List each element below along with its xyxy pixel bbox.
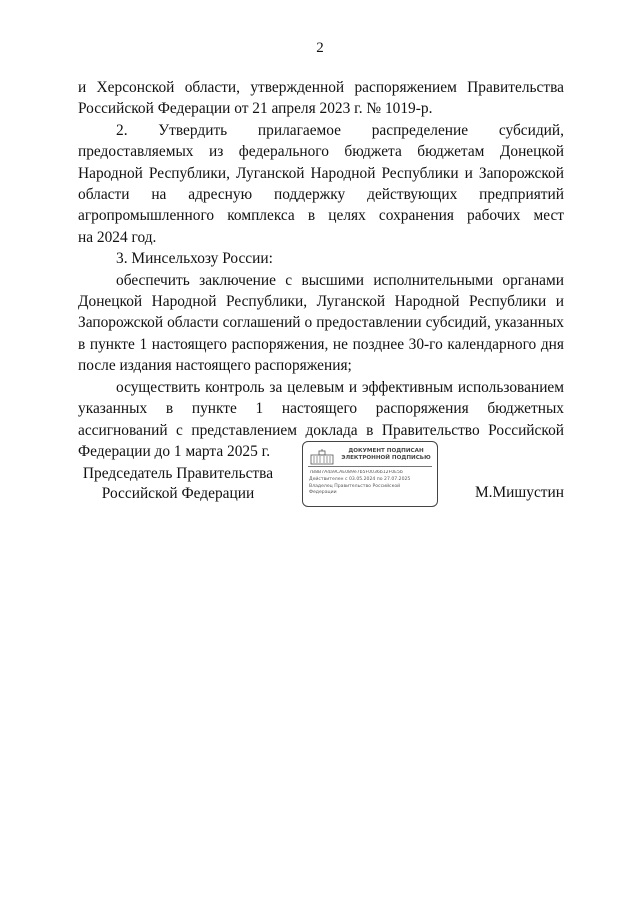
paragraph-subitem-conclude-agreements: обеспечить заключение с высшими исполнительными органами Донецкой Народной Республики, Луганской Народной Республики и Запорожской области соглашений о предоставлении субсидий, указанных в пункте 1 настоящего распоряжения, не позднее 30-го календарного дня после издания настоящего распоряжения; [78,271,564,375]
paragraph-item-3: 3. Минсельхозу России: [116,250,273,268]
paragraph-subitem-control: осуществить контроль за целевым и эффективным использованием указанных в пункте 1 настоящего распоряжения бюджетных ассигнований с представлением доклада в Правительство Российской Федерации до 1 марта 2025 г. [78,378,564,460]
signer-title-line-1: Председатель Правительства [82,465,274,482]
document-body [78,77,564,462]
electronic-signature-stamp [302,441,438,507]
stamp-certificate: 7B8B7A4a9CAE089e7b5F0036b12F0E5b [309,470,403,475]
paragraph-item-2-line-1: 2. Утвердить прилагаемое распределение субсидий, [116,121,564,139]
paragraph-item-2-line-2: предоставляемых из федерального бюджета бюджетам Донецкой [78,143,564,161]
signer-title [78,464,278,504]
paragraph-item-2-line-6: на 2024 год. [78,228,157,246]
paragraph-item-2-line-4: области на адресную поддержку действующих предприятий [78,186,564,204]
stamp-details [309,470,435,497]
government-building-icon [310,449,334,465]
stamp-validity: Действителен с 03.05.2024 по 27.07.2025 [309,476,411,482]
stamp-owner-line-2: Федерации [309,490,337,496]
signer-name: М.Мишустин [474,484,564,501]
signer-title-line-2: Российской Федерации [101,485,255,502]
paragraph-item-2-line-5: агропромышленного комплекса в целях сохранения рабочих мест [78,207,564,225]
stamp-title-line-2: ЭЛЕКТРОННОЙ ПОДПИСЬЮ [341,455,431,461]
stamp-title-line-1: ДОКУМЕНТ ПОДПИСАН [348,448,424,454]
stamp-title [337,448,435,462]
page-number: 2 [316,40,324,56]
stamp-owner-line-1: Владелец Правительство Российской [309,483,401,489]
paragraph-continuation-line-1: и Херсонской области, утвержденной распоряжением Правительства [78,79,564,96]
paragraph-item-2-line-3: Народной Республики, Луганской Народной Республики и Запорожской [78,164,564,182]
paragraph-continuation-line-2: Российской Федерации от 21 апреля 2023 г. № 1019-р. [78,100,433,118]
stamp-divider [308,466,432,467]
